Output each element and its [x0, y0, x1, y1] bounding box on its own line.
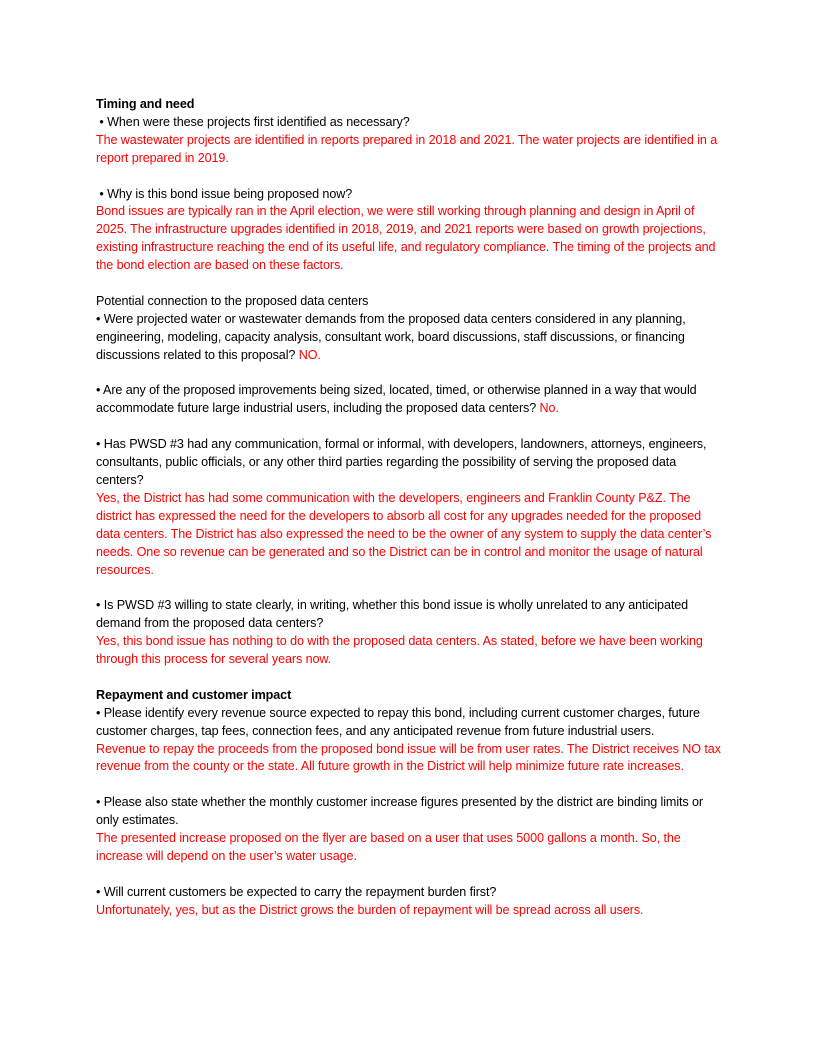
answer-state-in-writing: Yes, this bond issue has nothing to do with the proposed data centers. As stated, before we have been working through this process for several years now. [96, 634, 703, 667]
section-heading-timing: Timing and need [96, 97, 195, 111]
answer-revenue-sources: Revenue to repay the proceeds from the proposed bond issue will be from user rates. The District receives NO tax revenue from the county or the state. All future growth in the District will help minimize future rate increases. [96, 741, 721, 774]
question-binding-limits: • Please also state whether the monthly customer increase figures presented by the district are binding limits or only estimates. [96, 795, 704, 828]
question-state-in-writing: • Is PWSD #3 willing to state clearly, in writing, whether this bond issue is wholly unrelated to any anticipated demand from the proposed data centers? [96, 598, 689, 631]
question-repayment-burden: • Will current customers be expected to carry the repayment burden first? [96, 884, 497, 899]
spacer [96, 168, 726, 186]
answer-why-now: Bond issues are typically ran in the April election, we were still working through planning and design in April of 2025. The infrastructure upgrades identified in 2018, 2019, and 2021 reports were based on growth projections, existing infrastructure reaching the end of its useful life, and regulatory compliance. The timing of the projects and the bond election are based on these factors. [96, 204, 716, 273]
spacer [96, 776, 726, 794]
answer-communication: Yes, the District has had some communication with the developers, engineers and Franklin County P&Z. The district has expressed the need for the developers to absorb all cost for any upgrades needed for the proposed data centers. The District has also expressed the need to be the owner of any system to supply the data center’s needs. One so revenue can be generated and so the District can be in control and monitor the usage of natural resources. [96, 490, 712, 577]
question-text: • Were projected water or wastewater demands from the proposed data centers considered in any planning, engineering, modeling, capacity analysis, consultant work, board discussions, staff discussions, or financing discussions related to this proposal? [96, 311, 686, 362]
spacer [96, 275, 726, 293]
question-projects-identified: • When were these projects first identified as necessary? [96, 114, 410, 129]
answer-projects-identified: The wastewater projects are identified in reports prepared in 2018 and 2021. The water projects are identified in a report prepared in 2019. [96, 132, 718, 165]
question-revenue-sources: • Please identify every revenue source expected to repay this bond, including current customer charges, future customer charges, tap fees, connection fees, and any anticipated revenue from future industrial users. [96, 705, 700, 738]
spacer [96, 866, 726, 884]
question-sized-for-industrial [96, 382, 726, 418]
question-communication: • Has PWSD #3 had any communication, formal or informal, with developers, landowners, attorneys, engineers, consultants, public officials, or any other third parties regarding the possibility of serving the proposed data centers? [96, 437, 707, 487]
spacer [96, 365, 726, 383]
question-why-now: • Why is this bond issue being proposed now? [96, 186, 353, 201]
section-heading-data-centers: Potential connection to the proposed data centers [96, 293, 369, 308]
spacer [96, 579, 726, 597]
document-page [96, 96, 726, 920]
answer-binding-limits: The presented increase proposed on the flyer are based on a user that uses 5000 gallons a month. So, the increase will depend on the user’s water usage. [96, 831, 681, 863]
spacer [96, 418, 726, 436]
inline-answer-no: NO. [295, 347, 321, 362]
spacer [96, 669, 726, 687]
inline-answer-no: No. [536, 401, 559, 416]
question-text: • Are any of the proposed improvements being sized, located, timed, or otherwise planned in a way that would accommodate future large industrial users, including the proposed data centers? [96, 383, 697, 416]
answer-repayment-burden: Unfortunately, yes, but as the District grows the burden of repayment will be spread across all users. [96, 902, 644, 917]
section-heading-repayment: Repayment and customer impact [96, 687, 292, 702]
question-demands-considered [96, 311, 726, 365]
